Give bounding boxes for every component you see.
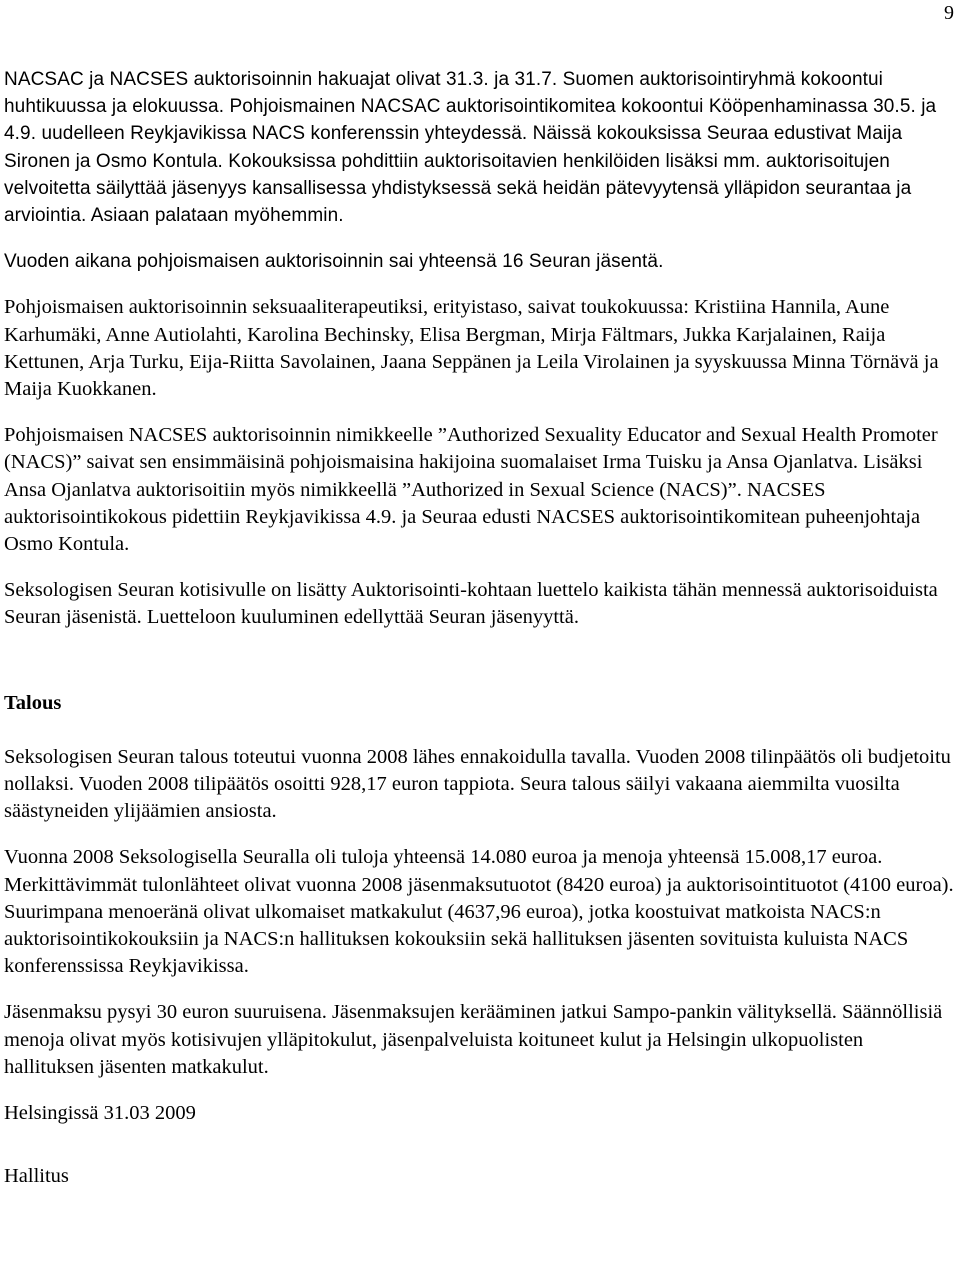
page-number: 9 [944, 2, 954, 24]
document-body [4, 66, 958, 1191]
paragraph-auktorisointi-count: Vuoden aikana pohjoismaisen auktorisoinnin sai yhteensä 16 Seuran jäsentä. [4, 251, 664, 273]
dateline: Helsingissä 31.03 2009 [4, 1102, 196, 1125]
paragraph-jasenmaksu: Jäsenmaksu pysyi 30 euron suuruisena. Jäsenmaksujen kerääminen jatkui Sampo-pankin välityksellä. Säännöllisiä menoja olivat myös kotisivujen ylläpitokulut, jäsenpalveluista koituneet kulut ja Helsingin ulkopuolisten hallituksen jäsenten matkakulut. [4, 1001, 943, 1078]
paragraph-nacses: Pohjoismaisen NACSES auktorisoinnin nimikkeelle ”Authorized Sexuality Educator and Sexual Health Promoter (NACS)” saivat sen ensimmäisinä pohjoismaisina hakijoina suomalaiset Irma Tuisku ja Ansa Ojanlatva. Lisäksi Ansa Ojanlatva auktorisoitiin myös nimikkeellä ”Authorized in Sexual Science (NACS)”. NACSES auktorisointikokous pidettiin Reykjavikissa 4.9. ja Seuraa edusti NACSES auktorisointikomitean puheenjohtaja Osmo Kontula. [4, 424, 938, 556]
paragraph-seksuaaliterapeutit: Pohjoismaisen auktorisoinnin seksuaaliterapeutiksi, erityistaso, saivat toukokuussa: Kristiina Hannila, Aune Karhumäki, Anne Autiolahti, Karolina Bechinsky, Elisa Bergman, Mirja Fältmars, Jukka Karjalainen, Raija Kettunen, Arja Turku, Eija-Riitta Savolainen, Jaana Seppänen ja Leila Virolainen ja syyskuussa Minna Törnävä ja Maija Kuokkanen. [4, 296, 939, 401]
section-title-talous: Talous [4, 691, 62, 714]
paragraph-kotisivu: Seksologisen Seuran kotisivulle on lisätty Auktorisointi-kohtaan luettelo kaikista tähän mennessä auktorisoiduista Seuran jäsenistä. Luetteloon kuuluminen edellyttää Seuran jäsenyyttä. [4, 579, 938, 629]
paragraph-talous-income-expenses: Vuonna 2008 Seksologisella Seuralla oli tuloja yhteensä 14.080 euroa ja menoja yhteensä 15.008,17 euroa. Merkittävimmät tulonlähteet olivat vuonna 2008 jäsenmaksutuotot (8420 euroa) ja auktorisointituotot (4100 euroa). Suurimpana menoeränä olivat ulkomaiset matkakulut (4637,96 euroa), jotka koostuivat matkoista NACS:n auktorisointikokouksiin ja NACS:n hallituksen kokouksiin sekä hallituksen jäsenten sovituista kuluista NACS konferenssissa Reykjavikissa. [4, 846, 954, 978]
paragraph-auktorisointi-meetings: NACSAC ja NACSES auktorisoinnin hakuajat olivat 31.3. ja 31.7. Suomen auktorisointiryhmä kokoontui huhtikuussa ja elokuussa. Pohjoismainen NACSAC auktorisointikomitea kokoontui Kööpenhaminassa 30.5. ja 4.9. uudelleen Reykjavikissa NACS konferenssin yhteydessä. Näissä kokouksissa Seuraa edustivat Maija Sironen ja Osmo Kontula. Kokouksissa pohdittiin auktorisoitavien henkilöiden lisäksi mm. auktorisoitujen velvoitetta säilyttää jäsenyys kansallisessa yhdistyksessä sekä heidän pätevyytensä ylläpidon seurantaa ja arviointia. Asiaan palataan myöhemmin. [4, 69, 937, 227]
paragraph-talous-summary: Seksologisen Seuran talous toteutui vuonna 2008 lähes ennakoidulla tavalla. Vuoden 2008 tilinpäätös oli budjetoitu nollaksi. Vuoden 2008 tilipäätös osoitti 928,17 euron tappiota. Seura talous säilyi vakaana aiemmilta vuosilta säästyneiden ylijäämien ansiosta. [4, 745, 951, 823]
signature: Hallitus [4, 1165, 69, 1188]
